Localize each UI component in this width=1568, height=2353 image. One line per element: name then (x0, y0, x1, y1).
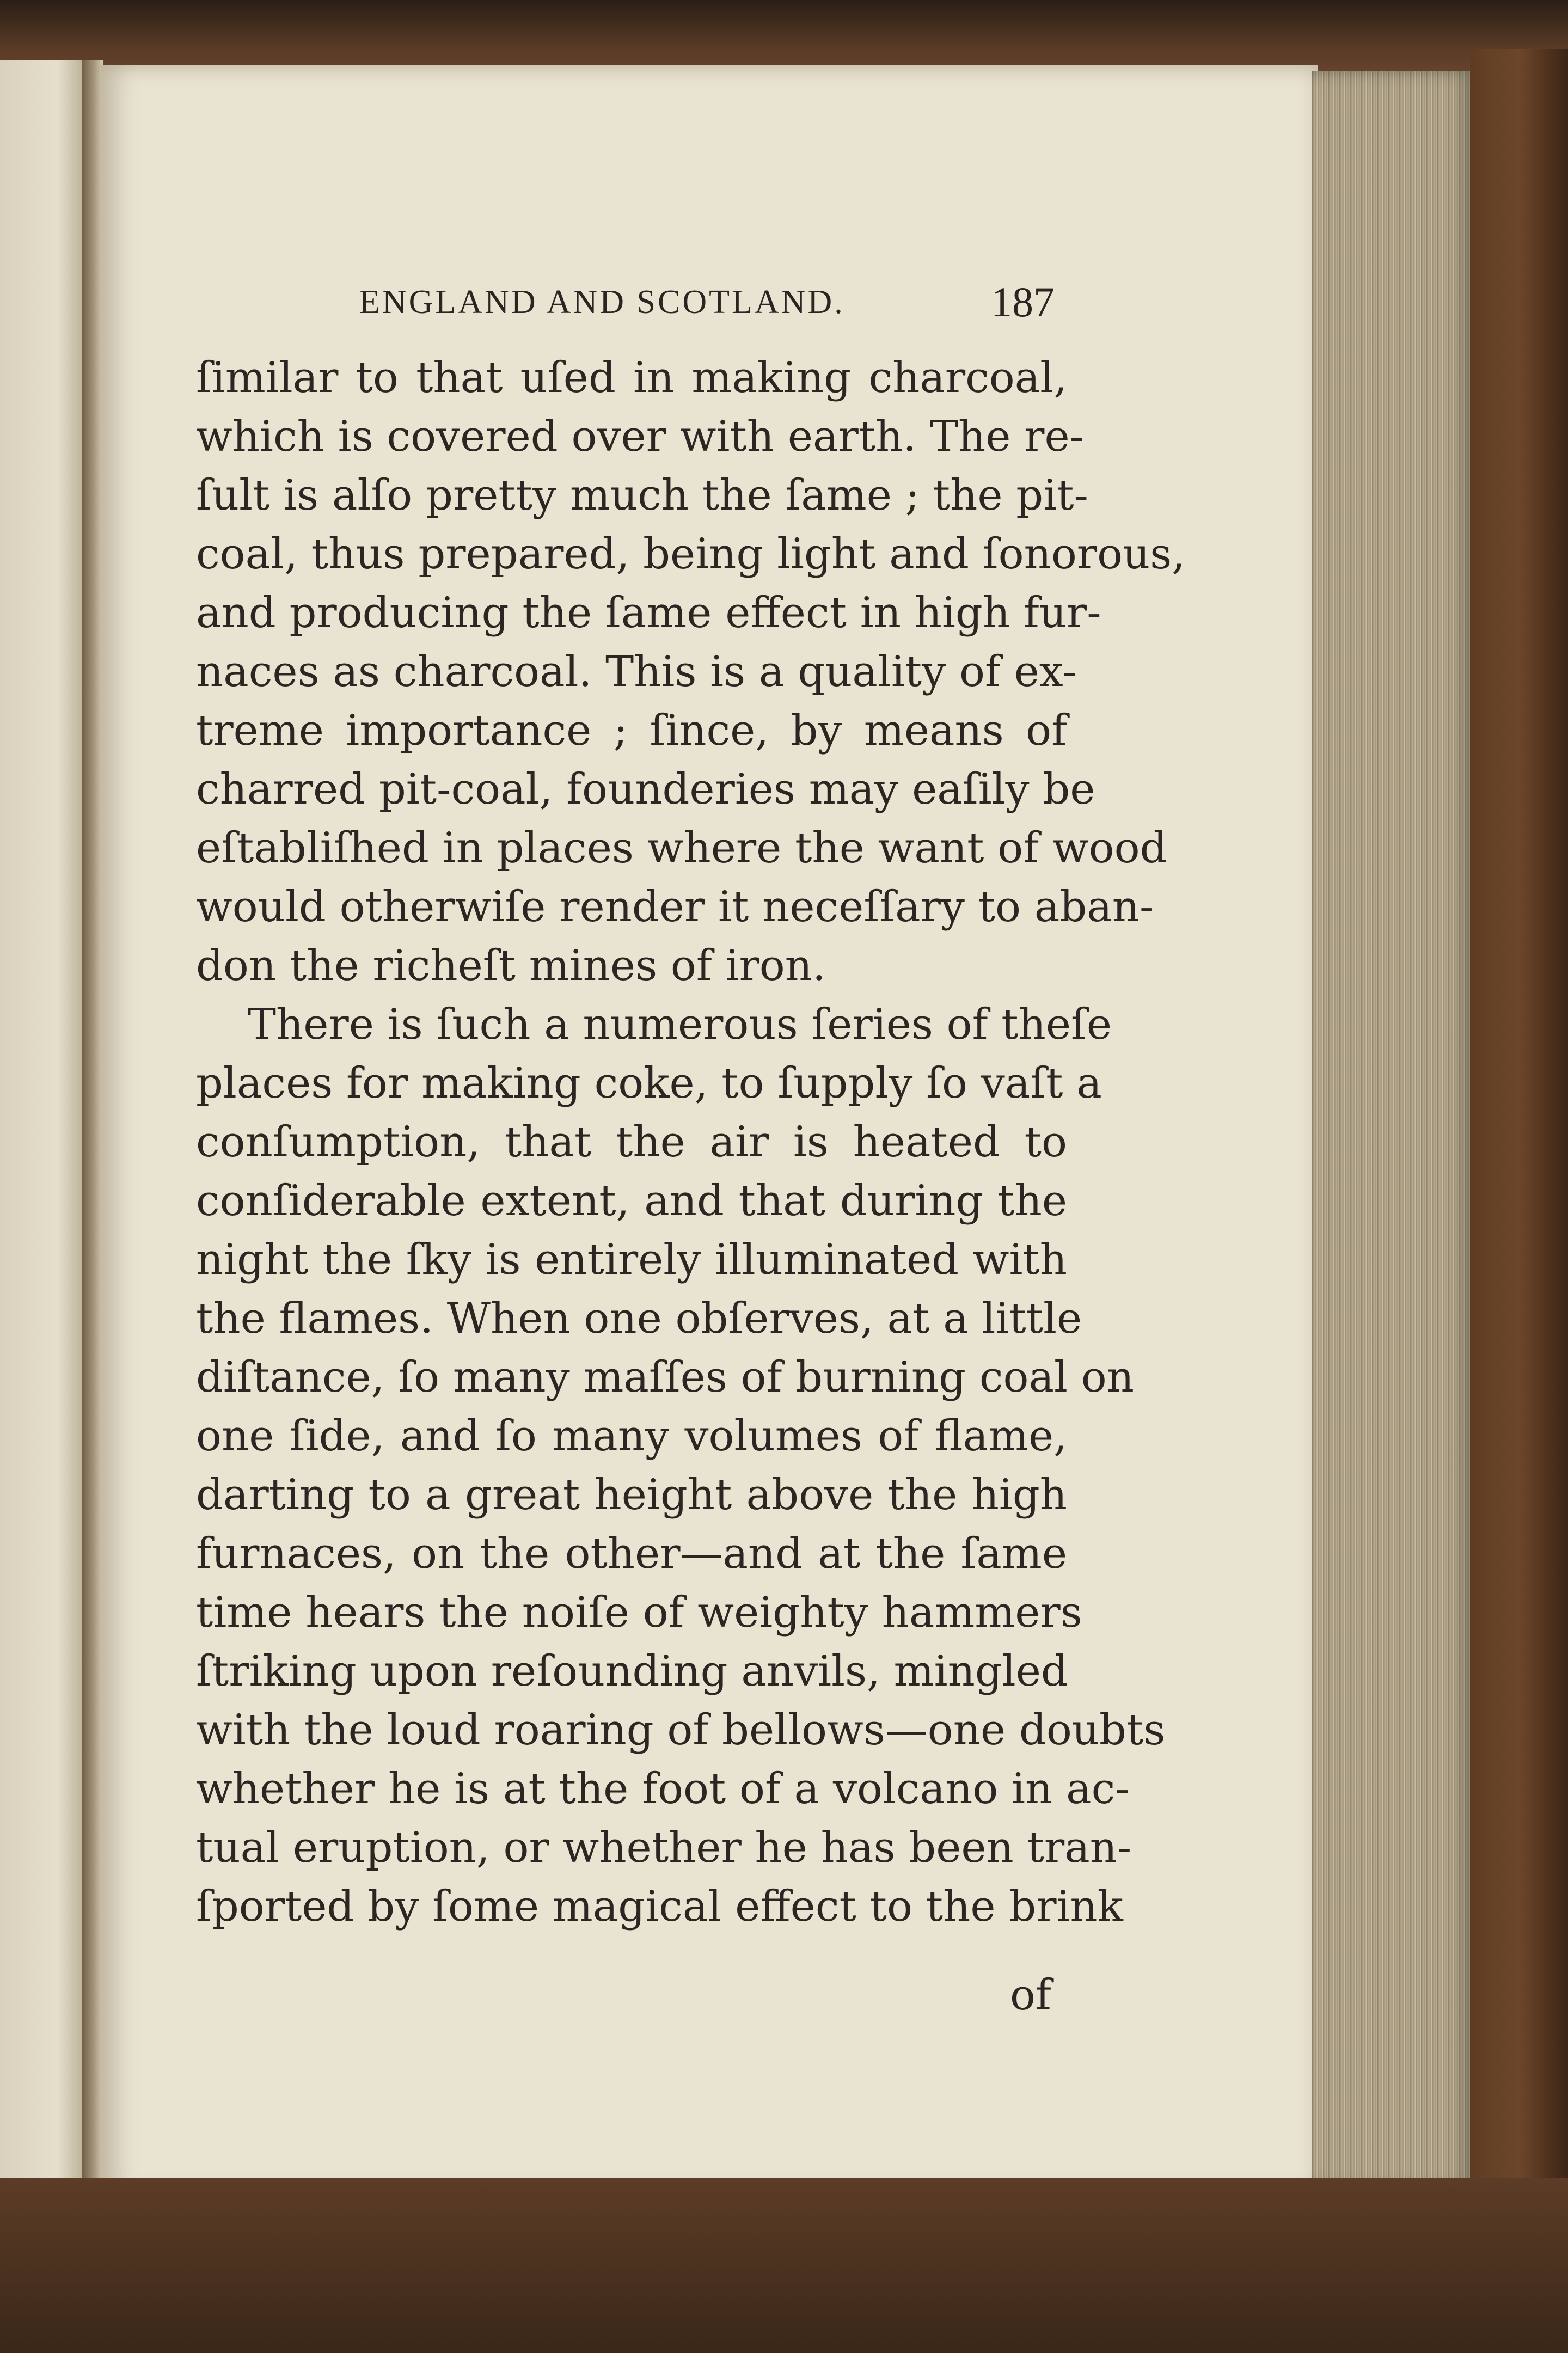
facing-page-edge (0, 60, 85, 2183)
body-text (196, 348, 1186, 1936)
text-line: don the richeſt mines of iron. (196, 941, 826, 990)
book-cover-bottom (0, 2178, 1568, 2353)
running-head: ENGLAND AND SCOTLAND. (359, 284, 845, 321)
text-line: one ſide, and ſo many volumes of flame, (196, 1412, 1067, 1461)
text-line: darting to a great height above the high (196, 1470, 1067, 1519)
text-line: night the ſky is entirely illuminated with (196, 1235, 1067, 1284)
text-line: There is ſuch a numerous ſeries of theſe (248, 1000, 1112, 1049)
text-line: time hears the noiſe of weighty hammers (196, 1588, 1082, 1637)
text-line: conſiderable extent, and that during the (196, 1176, 1067, 1225)
text-line: conſumption, that the air is heated to (196, 1118, 1067, 1167)
text-line: ſtriking upon reſounding anvils, mingled (196, 1647, 1068, 1696)
text-line: and producing the ſame effect in high fur- (196, 589, 1101, 638)
text-line: naces as charcoal. This is a quality of ex- (196, 647, 1077, 696)
text-line: ſported by ſome magical effect to the brink (196, 1882, 1123, 1931)
text-line: diſtance, ſo many maſſes of burning coal on (196, 1353, 1134, 1402)
text-line: the flames. When one obſerves, at a little (196, 1294, 1082, 1343)
text-line: eſtabliſhed in places where the want of wood (196, 824, 1167, 873)
text-line: places for making coke, to ſupply ſo vaſt a (196, 1059, 1102, 1108)
catchword: of (1010, 1971, 1051, 2020)
page-block-edges (1312, 71, 1475, 2189)
text-line: ſimilar to that uſed in making charcoal, (196, 353, 1067, 402)
text-line: coal, thus prepared, being light and ſonorous, (196, 530, 1186, 579)
page-number: 187 (991, 278, 1055, 326)
text-line: would otherwiſe render it neceſſary to aban- (196, 883, 1154, 932)
text-line: with the loud roaring of bellows—one doubts (196, 1706, 1166, 1755)
text-line: whether he is at the foot of a volcano in ac- (196, 1764, 1130, 1813)
text-line: treme importance ; ſince, by means of (196, 706, 1067, 755)
book-gutter (82, 60, 103, 2183)
text-line: ſult is alſo pretty much the ſame ; the pit- (196, 471, 1088, 520)
text-line: charred pit-coal, founderies may eaſily be (196, 765, 1095, 814)
text-line: which is covered over with earth. The re- (196, 412, 1084, 461)
text-line: tual eruption, or whether he has been tran- (196, 1823, 1132, 1872)
book-cover-right (1470, 49, 1568, 2281)
text-line: furnaces, on the other—and at the ſame (196, 1529, 1067, 1578)
